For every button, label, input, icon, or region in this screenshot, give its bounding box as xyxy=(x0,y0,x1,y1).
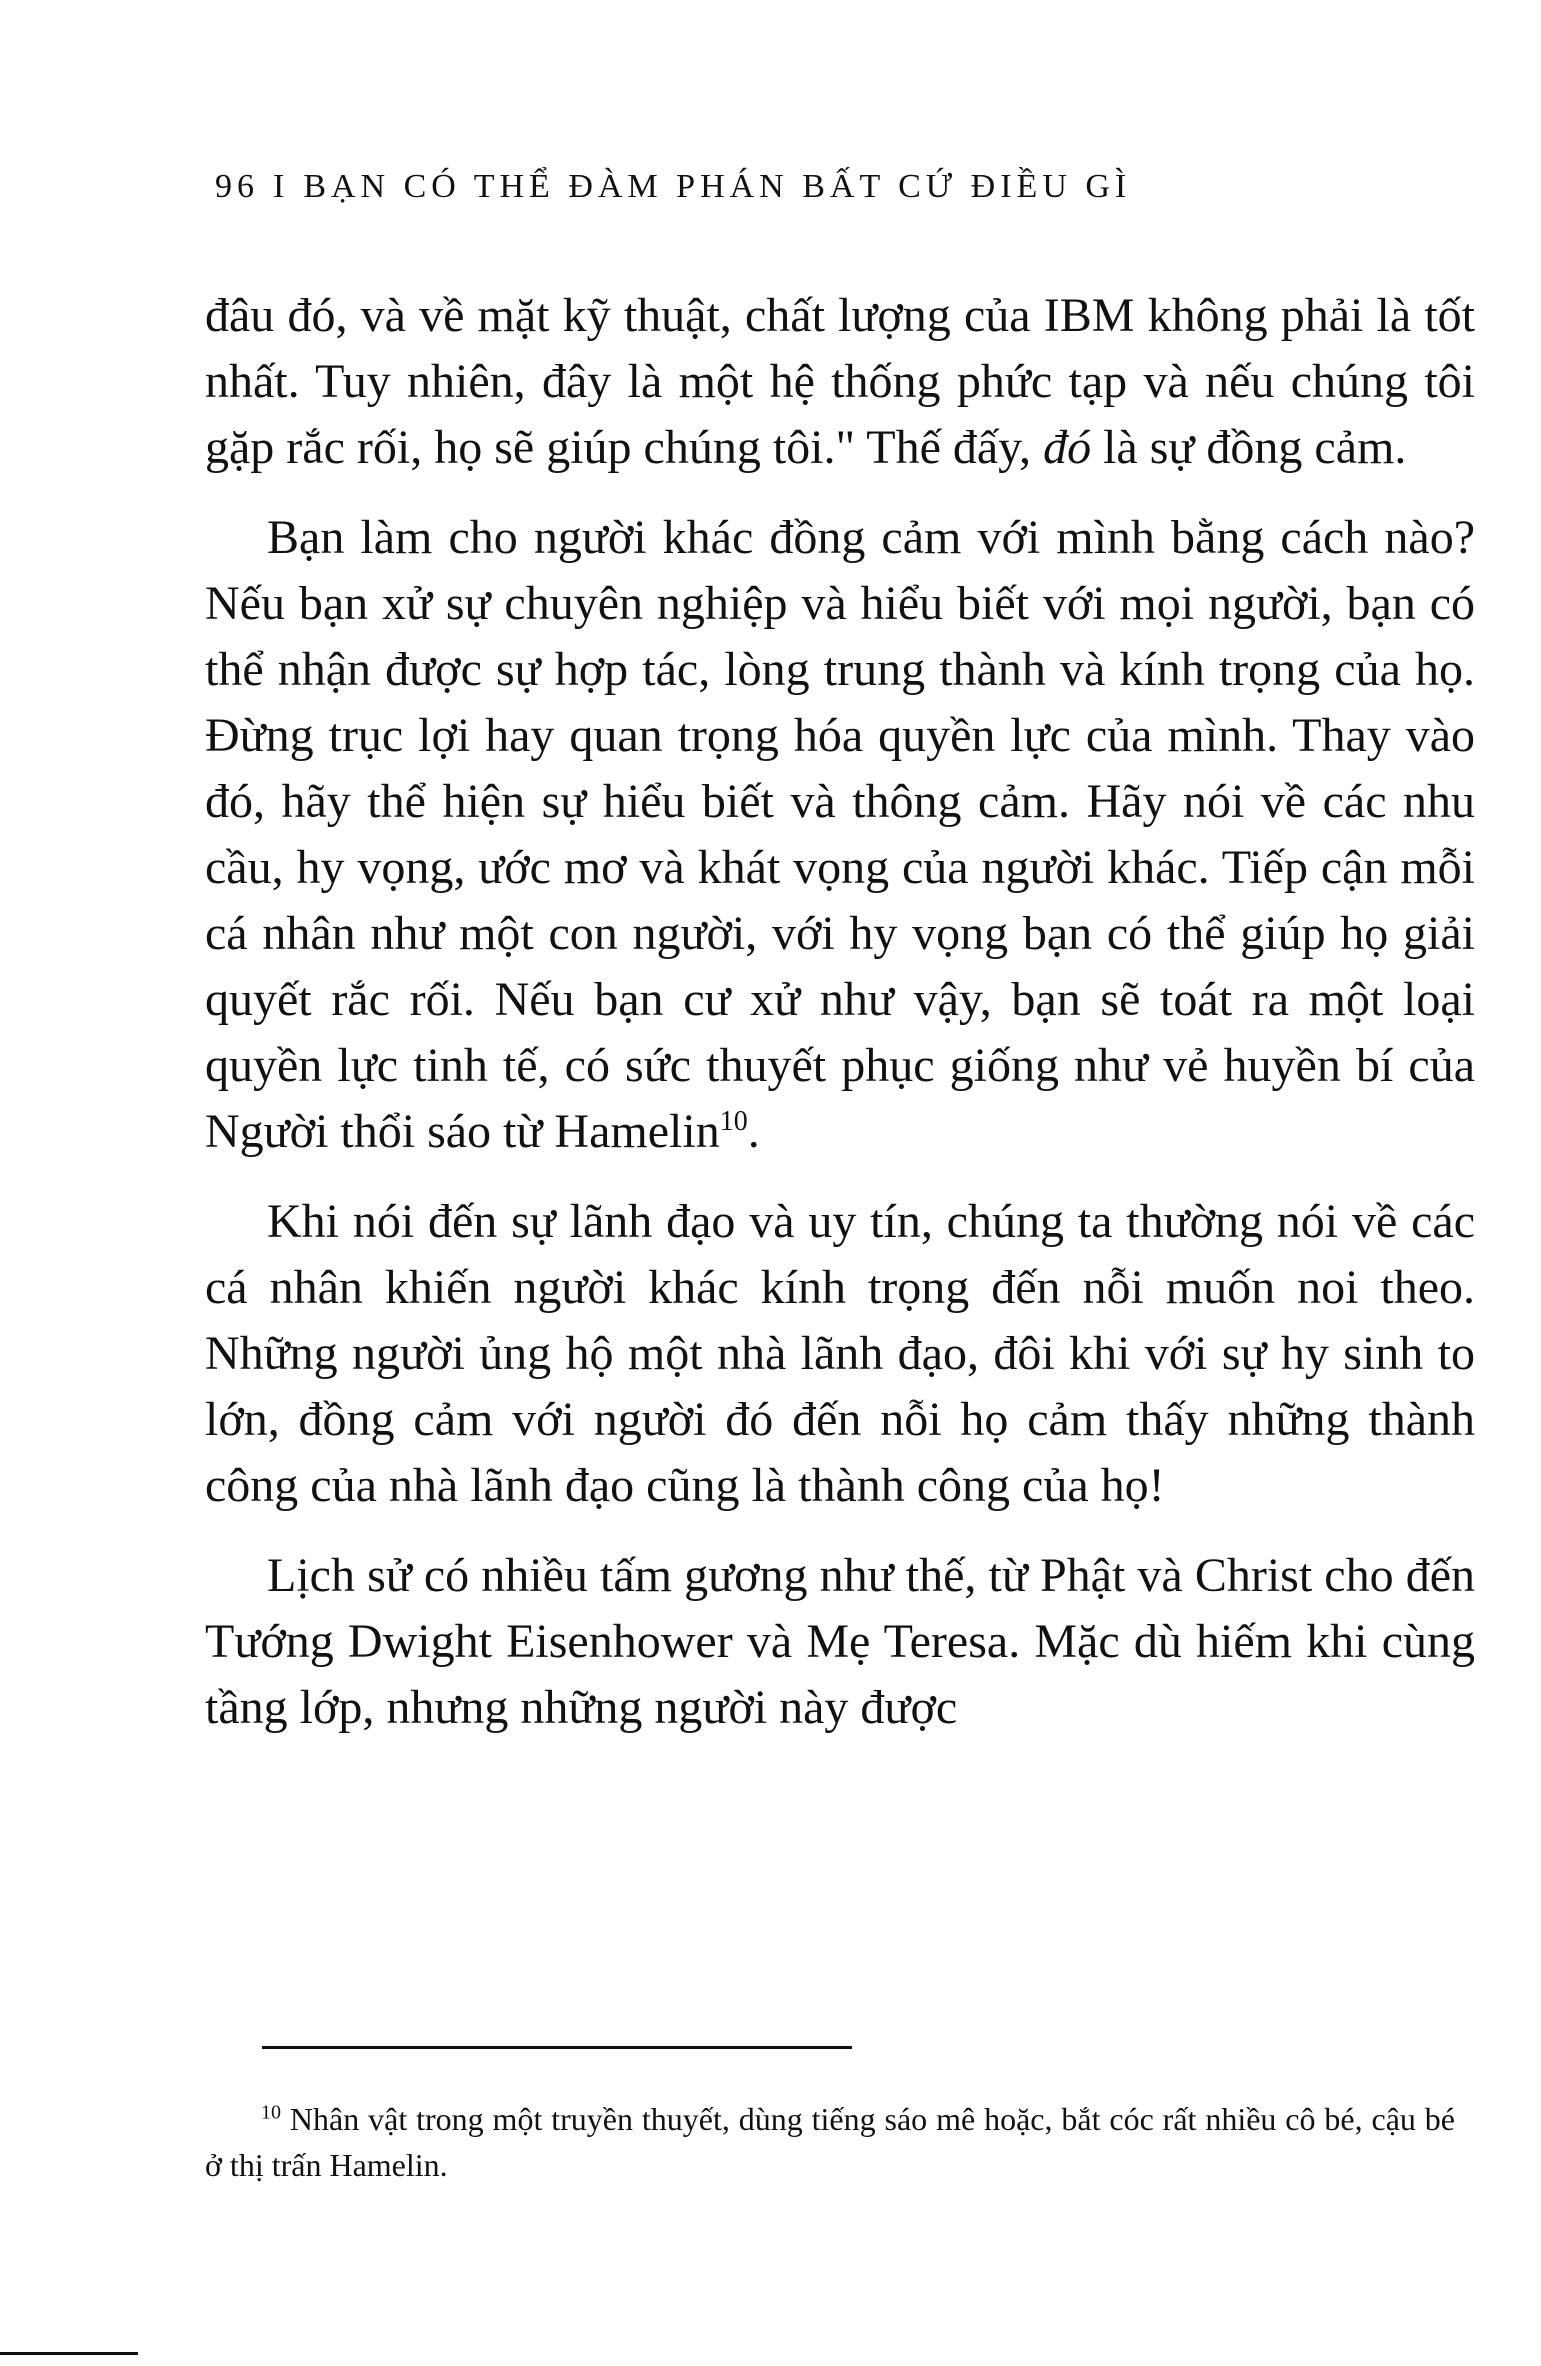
emphasis-word: đó xyxy=(1043,421,1092,474)
footnote xyxy=(205,2096,1455,2188)
footnote-text: Nhân vật trong một truyền thuyết, dùng tiếng sáo mê hoặc, bắt cóc rất nhiều cô bé, cậu bé ở thị trấn Hamelin. xyxy=(205,2101,1456,2183)
book-title: BẠN CÓ THỂ ĐÀM PHÁN BẤT CỨ ĐIỀU GÌ xyxy=(303,168,1132,205)
page-number: 96 xyxy=(215,168,259,205)
paragraph-4: Lịch sử có nhiều tấm gương như thế, từ Phật và Christ cho đến Tướng Dwight Eisenhower và Mẹ Teresa. Mặc dù hiếm khi cùng tầng lớp, nhưng những người này được xyxy=(205,1549,1475,1734)
paragraph-1-end: là sự đồng cảm. xyxy=(1103,421,1407,474)
paragraph-2-text: Bạn làm cho người khác đồng cảm với mình bằng cách nào? Nếu bạn xử sự chuyên nghiệp và hiểu biết với mọi người, bạn có thể nhận được sự hợp tác, lòng trung thành và kính trọng của họ. Đừng trục lợi hay quan trọng hóa quyền lực của mình. Thay vào đó, hãy thể hiện sự hiểu biết và thông cảm. Hãy nói về các nhu cầu, hy vọng, ước mơ và khát vọng của người khác. Tiếp cận mỗi cá nhân như một con người, với hy vọng bạn có thể giúp họ giải quyết rắc rối. Nếu bạn cư xử như vậy, bạn sẽ toát ra một loại quyền lực tinh tế, có sức thuyết phục giống như vẻ huyền bí của Người thổi sáo từ Hamelin xyxy=(205,511,1475,1158)
paragraph-2 xyxy=(205,505,1475,1165)
body-text xyxy=(205,283,1475,1765)
header-separator: I xyxy=(273,168,290,205)
paragraph-2-end: . xyxy=(747,1105,760,1158)
footnote-divider xyxy=(262,2046,852,2049)
scan-edge-mark xyxy=(0,2352,138,2355)
footnote-number: 10 xyxy=(261,2101,281,2124)
paragraph-1 xyxy=(205,283,1475,481)
paragraph-3: Khi nói đến sự lãnh đạo và uy tín, chúng ta thường nói về các cá nhân khiến người khác kính trọng đến nỗi muốn noi theo. Những người ủng hộ một nhà lãnh đạo, đôi khi với sự hy sinh to lớn, đồng cảm với người đó đến nỗi họ cảm thấy những thành công của nhà lãnh đạo cũng là thành công của họ! xyxy=(205,1195,1475,1512)
footnote-reference[interactable]: 10 xyxy=(719,1106,748,1137)
paragraph-1-text: đâu đó, và về mặt kỹ thuật, chất lượng của IBM không phải là tốt nhất. Tuy nhiên, đây là một hệ thống phức tạp và nếu chúng tôi gặp rắc rối, họ sẽ giúp chúng tôi." Thế đấy, xyxy=(205,289,1475,474)
running-header xyxy=(215,168,1131,206)
